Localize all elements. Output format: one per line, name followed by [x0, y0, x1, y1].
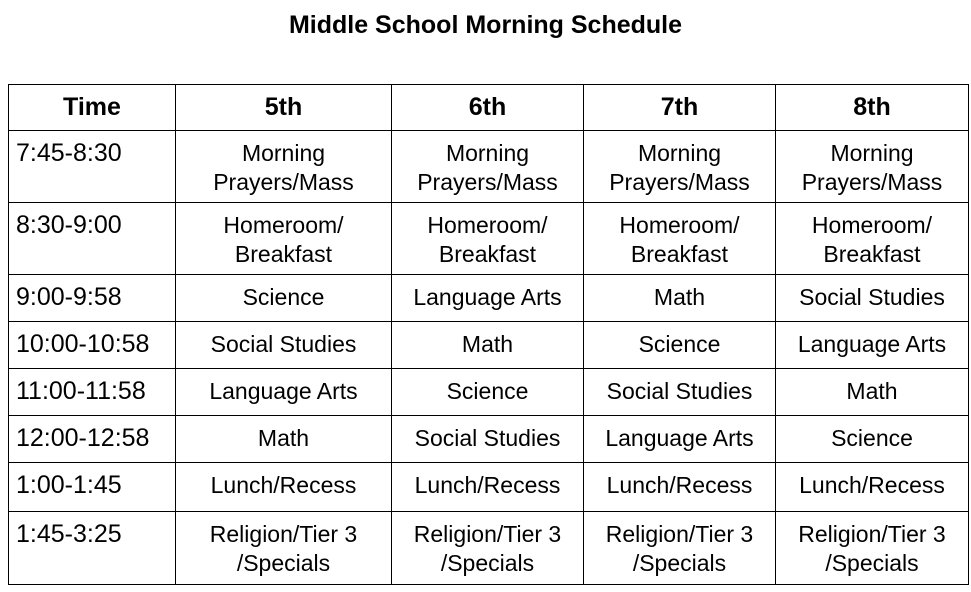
subject-cell: Religion/Tier 3 /Specials — [176, 512, 392, 585]
subject-cell: Morning Prayers/Mass — [776, 131, 969, 203]
table-row — [9, 322, 969, 369]
subject-cell: Language Arts — [584, 416, 776, 463]
time-cell: 7:45-8:30 — [9, 131, 176, 203]
subject-cell: Morning Prayers/Mass — [176, 131, 392, 203]
subject-cell: Lunch/Recess — [776, 463, 969, 512]
header-row — [9, 85, 969, 131]
subject-cell: Lunch/Recess — [584, 463, 776, 512]
time-cell: 11:00-11:58 — [9, 369, 176, 416]
time-cell: 8:30-9:00 — [9, 203, 176, 275]
subject-cell: Science — [776, 416, 969, 463]
subject-cell: Language Arts — [392, 275, 584, 322]
subject-cell: Lunch/Recess — [392, 463, 584, 512]
time-cell: 10:00-10:58 — [9, 322, 176, 369]
subject-cell: Math — [176, 416, 392, 463]
table-row — [9, 416, 969, 463]
subject-cell: Social Studies — [392, 416, 584, 463]
subject-cell: Religion/Tier 3 /Specials — [584, 512, 776, 585]
subject-cell: Morning Prayers/Mass — [584, 131, 776, 203]
subject-cell: Social Studies — [584, 369, 776, 416]
subject-cell: Homeroom/ Breakfast — [776, 203, 969, 275]
table-row — [9, 203, 969, 275]
header-time: Time — [9, 85, 176, 131]
time-cell: 1:45-3:25 — [9, 512, 176, 585]
table-row — [9, 275, 969, 322]
table-row — [9, 369, 969, 416]
table-row — [9, 131, 969, 203]
subject-cell: Religion/Tier 3 /Specials — [776, 512, 969, 585]
subject-cell: Math — [776, 369, 969, 416]
subject-cell: Homeroom/ Breakfast — [392, 203, 584, 275]
subject-cell: Religion/Tier 3 /Specials — [392, 512, 584, 585]
subject-cell: Language Arts — [776, 322, 969, 369]
header-grade-6: 6th — [392, 85, 584, 131]
page-title: Middle School Morning Schedule — [288, 11, 683, 39]
header-grade-8: 8th — [776, 85, 969, 131]
subject-cell: Science — [176, 275, 392, 322]
subject-cell: Morning Prayers/Mass — [392, 131, 584, 203]
table-row — [9, 512, 969, 585]
subject-cell: Science — [392, 369, 584, 416]
subject-cell: Social Studies — [176, 322, 392, 369]
subject-cell: Lunch/Recess — [176, 463, 392, 512]
subject-cell: Homeroom/ Breakfast — [176, 203, 392, 275]
time-cell: 12:00-12:58 — [9, 416, 176, 463]
schedule-table — [8, 84, 969, 585]
time-cell: 9:00-9:58 — [9, 275, 176, 322]
header-grade-7: 7th — [584, 85, 776, 131]
subject-cell: Social Studies — [776, 275, 969, 322]
subject-cell: Math — [392, 322, 584, 369]
subject-cell: Science — [584, 322, 776, 369]
table-row — [9, 463, 969, 512]
subject-cell: Language Arts — [176, 369, 392, 416]
subject-cell: Homeroom/ Breakfast — [584, 203, 776, 275]
header-grade-5: 5th — [176, 85, 392, 131]
time-cell: 1:00-1:45 — [9, 463, 176, 512]
subject-cell: Math — [584, 275, 776, 322]
